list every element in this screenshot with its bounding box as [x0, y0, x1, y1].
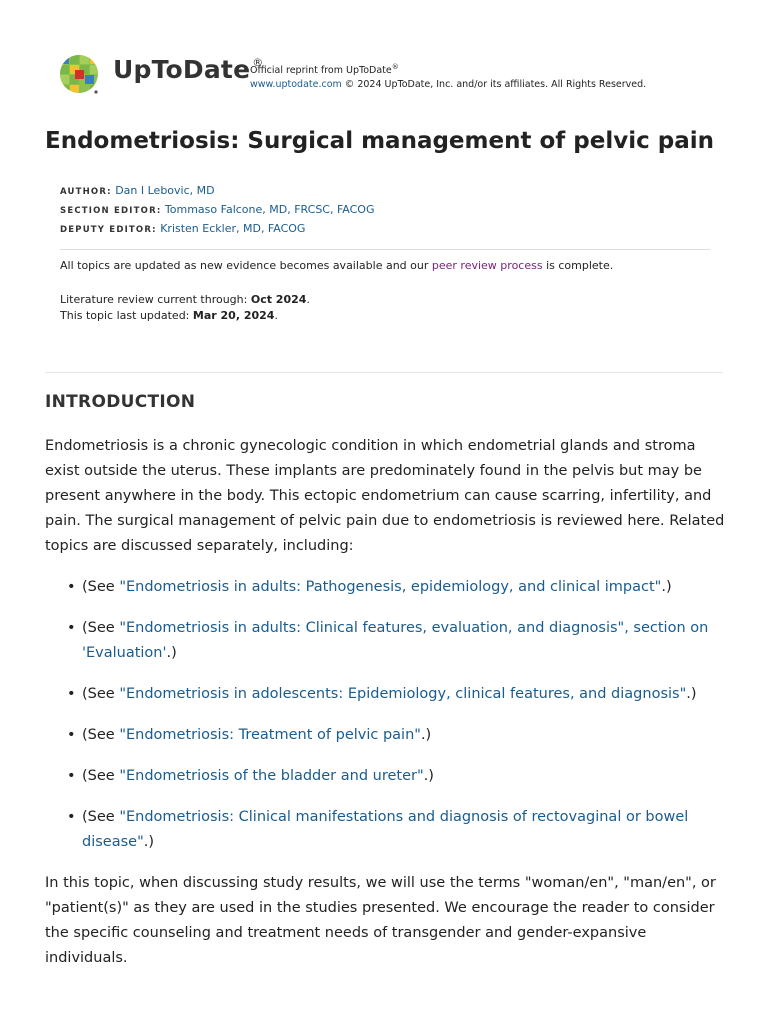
- list-item: [67, 723, 727, 748]
- reprint-notice: [250, 60, 646, 92]
- see-prefix: (See: [82, 620, 120, 636]
- registered-mark: ®: [252, 55, 264, 69]
- closing-paragraph: In this topic, when discussing study results, we will use the terms "woman/en", "man/en", or "patient(s)" as they are used in the studies presented. We encourage the reader to consider the specific counseling and treatment needs of transgender and gender-expansive individuals.: [45, 875, 716, 966]
- uptodate-logo-icon: [58, 53, 100, 95]
- reprint-registered-mark: ®: [391, 63, 399, 71]
- see-prefix: (See: [82, 809, 120, 825]
- see-prefix: (See: [82, 579, 120, 595]
- last-updated-date: [60, 308, 310, 324]
- section-editor-label: SECTION EDITOR:: [60, 206, 162, 216]
- related-topic-link[interactable]: "Endometriosis in adults: Pathogenesis, epidemiology, and clinical impact": [119, 579, 662, 595]
- peer-review-link[interactable]: peer review process: [431, 259, 543, 272]
- related-topic-link[interactable]: "Endometriosis: Treatment of pelvic pain": [119, 727, 421, 743]
- literature-review-label: Literature review current through:: [60, 293, 251, 306]
- author-row: [60, 182, 374, 201]
- see-prefix: (See: [82, 727, 120, 743]
- update-note-text: All topics are updated as new evidence becomes available and our: [60, 259, 432, 272]
- list-item: [67, 805, 727, 855]
- period: .: [306, 293, 310, 306]
- list-item: [67, 682, 727, 707]
- see-suffix: .): [423, 768, 434, 784]
- related-topic-link[interactable]: "Endometriosis: Clinical manifestations and diagnosis of rectovaginal or bowel disease": [82, 809, 689, 850]
- see-suffix: .): [143, 834, 155, 850]
- list-item: [67, 616, 727, 666]
- see-suffix: .): [661, 579, 672, 595]
- article-title: Endometriosis: Surgical management of pelvic pain: [45, 128, 714, 154]
- copyright-text: © 2024 UpToDate, Inc. and/or its affiliates. All Rights Reserved.: [341, 79, 647, 91]
- list-item: [67, 764, 727, 789]
- reprint-line: Official reprint from UpToDate: [250, 65, 392, 77]
- section-editor-link[interactable]: Tommaso Falcone, MD, FRCSC, FACOG: [164, 203, 375, 216]
- see-suffix: .): [166, 645, 177, 661]
- deputy-editor-row: [60, 220, 374, 239]
- header: [58, 52, 738, 96]
- deputy-editor-link[interactable]: Kristen Eckler, MD, FACOG: [160, 222, 306, 235]
- section-heading-introduction: INTRODUCTION: [45, 392, 196, 412]
- literature-review-date: [60, 292, 310, 308]
- site-link[interactable]: www.uptodate.com: [250, 79, 342, 91]
- author-label: AUTHOR:: [60, 187, 112, 197]
- see-prefix: (See: [82, 768, 120, 784]
- see-prefix: (See: [82, 686, 120, 702]
- deputy-editor-label: DEPUTY EDITOR:: [60, 225, 157, 235]
- update-note: [60, 258, 613, 274]
- author-info: [60, 182, 374, 239]
- brand-name: UpToDate ®: [113, 55, 264, 84]
- section-divider: [45, 372, 723, 373]
- intro-paragraph: Endometriosis is a chronic gynecologic condition in which endometrial glands and stroma exist outside the uterus. These implants are predominately found in the pelvis but may be present anywhere in the body. This ectopic endometrium can cause scarring, infertility, and pain. The surgical management of pelvic pain due to endometriosis is reviewed here. Related topics are discussed separately, including:: [45, 438, 725, 554]
- update-note-end: is complete.: [542, 259, 614, 272]
- period: .: [274, 309, 278, 322]
- review-dates: [60, 292, 310, 324]
- last-updated-value: Mar 20, 2024: [192, 309, 275, 322]
- related-topic-link[interactable]: "Endometriosis in adults: Clinical features, evaluation, and diagnosis", section on 'Evaluation': [82, 620, 709, 661]
- list-item: [67, 575, 727, 600]
- related-topic-link[interactable]: "Endometriosis of the bladder and ureter": [119, 768, 424, 784]
- divider: [60, 249, 710, 250]
- literature-review-value: Oct 2024: [250, 293, 307, 306]
- section-editor-row: [60, 201, 374, 220]
- last-updated-label: This topic last updated:: [60, 309, 193, 322]
- see-suffix: .): [686, 686, 697, 702]
- related-topics-list: [67, 575, 727, 871]
- author-link[interactable]: Dan I Lebovic, MD: [115, 184, 215, 197]
- see-suffix: .): [420, 727, 432, 743]
- related-topic-link[interactable]: "Endometriosis in adolescents: Epidemiology, clinical features, and diagnosis": [119, 686, 687, 702]
